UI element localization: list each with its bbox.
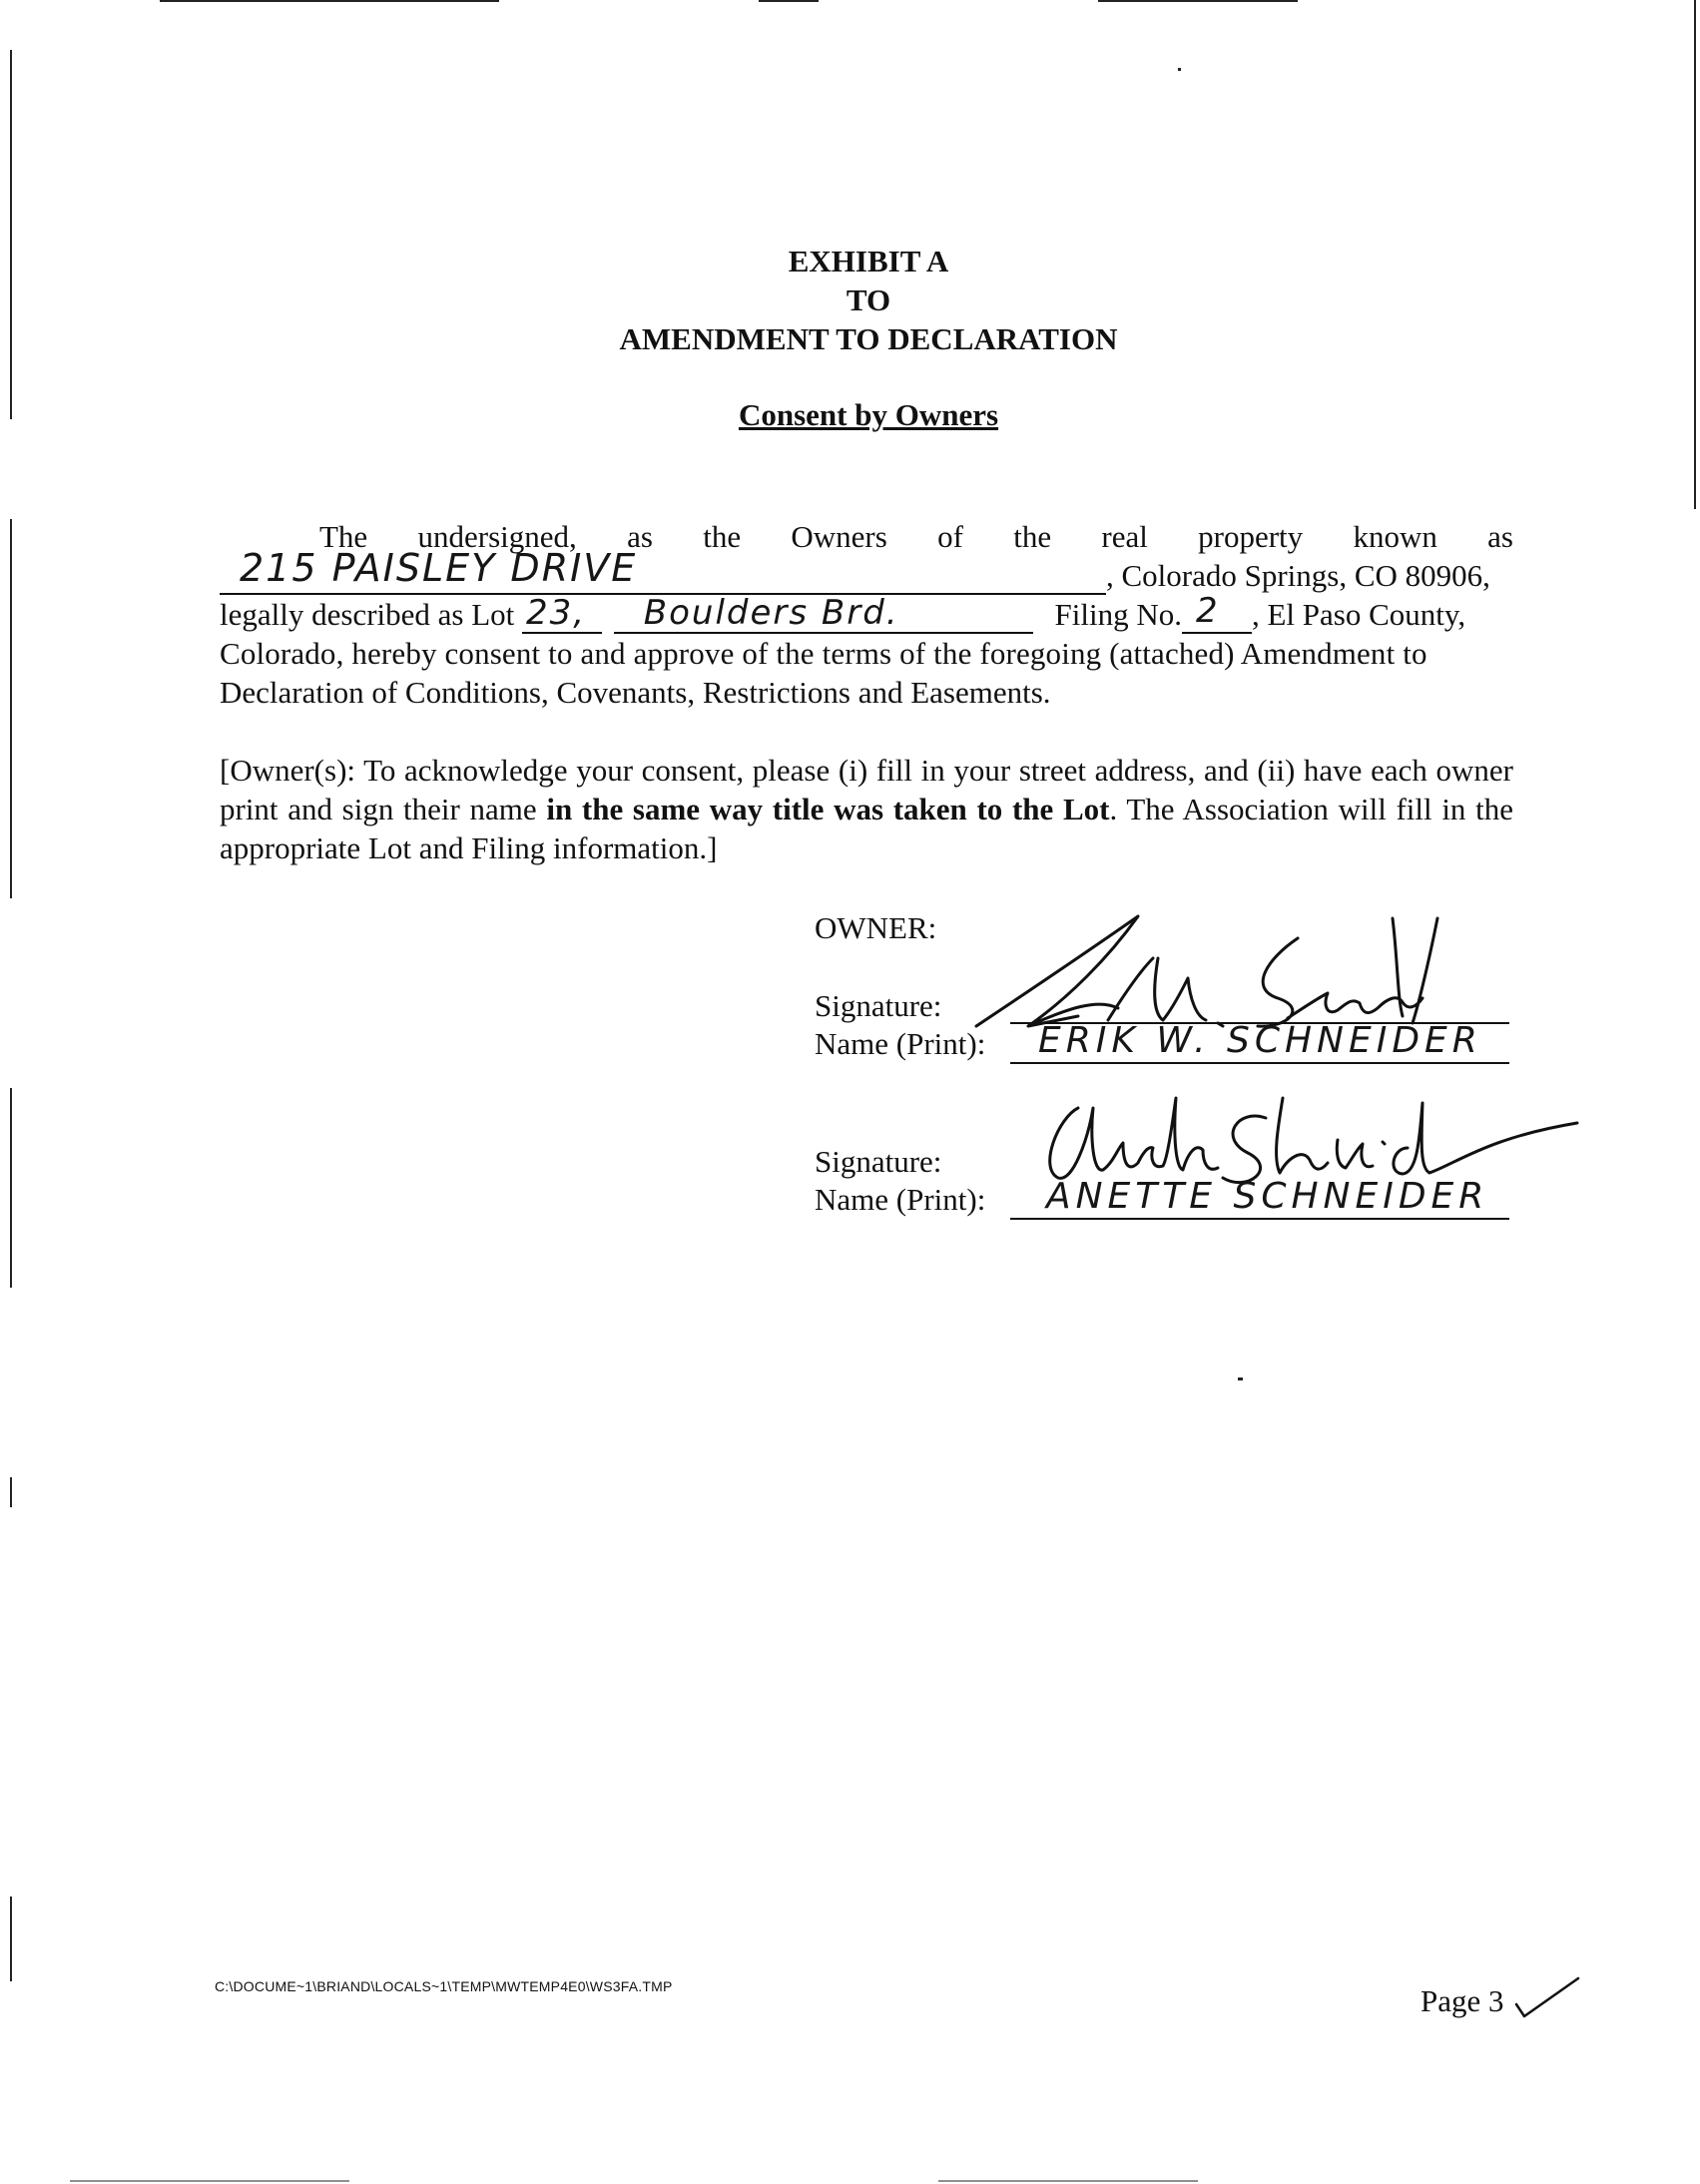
filing-label: Filing No.: [1054, 597, 1182, 632]
word: as: [1487, 519, 1513, 554]
county-label: , El Paso County,: [1251, 597, 1466, 632]
word: real: [1101, 519, 1148, 554]
scan-border-left-low: [10, 1477, 12, 1507]
signature-label-2: Signature:: [815, 1144, 942, 1179]
subdivision-field[interactable]: [614, 593, 1033, 634]
file-path-footer: C:\DOCUME~1\BRIAND\LOCALS~1\TEMP\MWTEMP4E0\WS3FA.TMP: [215, 1978, 673, 1994]
instructions-paragraph: [220, 751, 1513, 867]
printed-name-1: ERIK W. SCHNEIDER: [1038, 1020, 1482, 1061]
consent-heading: Consent by Owners: [738, 397, 999, 432]
filing-number-field[interactable]: [1182, 591, 1252, 634]
paragraph1-line3: [220, 591, 1517, 634]
filing-number-value: 2: [1195, 591, 1220, 631]
exhibit-title-amendment: AMENDMENT TO DECLARATION: [619, 321, 1118, 356]
lot-number-field[interactable]: [522, 593, 602, 634]
word: undersigned,: [417, 519, 577, 554]
paragraph1-line4: Colorado, hereby consent to and approve of the terms of the foregoing (attached) Amendment to: [220, 636, 1427, 671]
scan-border-left-mid: [10, 519, 12, 898]
scan-border-top-2: [759, 0, 819, 2]
instructions-text-1: [Owner(s): To acknowledge your consent, please (i) fill in your street address, and (ii) have each owner print and sign their name: [220, 753, 1513, 826]
scan-border-left-bottom: [10, 1897, 12, 1981]
owner-label: OWNER:: [815, 910, 937, 945]
word: known: [1353, 519, 1437, 554]
scan-border-left-mid2: [10, 1088, 12, 1288]
word: of: [937, 519, 963, 554]
name-print-field-1[interactable]: [1010, 1062, 1509, 1064]
lot-number-value: 23,: [526, 593, 587, 633]
instructions-text-2: . The Association will fill in the appropriate Lot and Filing information.]: [220, 792, 1513, 865]
signature-label-1: Signature:: [815, 988, 942, 1023]
scan-border-bottom: [70, 2180, 349, 2182]
page-number: Page 3: [1420, 1983, 1504, 2018]
scan-border-top-3: [1098, 0, 1298, 2]
word: Owners: [791, 519, 887, 554]
word: the: [1013, 519, 1052, 554]
scan-speck: [1178, 68, 1181, 71]
printed-name-2: ANETTE SCHNEIDER: [1046, 1176, 1489, 1217]
lot-label: legally described as Lot: [220, 597, 515, 632]
word: the: [703, 519, 742, 554]
name-print-label-1: Name (Print):: [815, 1026, 986, 1061]
paragraph1-line2: [220, 546, 1513, 595]
subdivision-value: Boulders Brd.: [643, 593, 899, 633]
word: as: [627, 519, 653, 554]
exhibit-title-to: TO: [846, 282, 891, 317]
paragraph1-line5: Declaration of Conditions, Covenants, Restrictions and Easements.: [220, 675, 1051, 710]
name-print-field-2[interactable]: [1010, 1218, 1509, 1220]
word: property: [1198, 519, 1304, 554]
checkmark-icon: [1512, 1974, 1582, 2022]
city-state-zip: , Colorado Springs, CO 80906,: [1106, 558, 1490, 593]
scan-border-top: [160, 0, 499, 2]
name-print-label-2: Name (Print):: [815, 1182, 986, 1217]
word: The: [319, 519, 368, 554]
street-address-field[interactable]: [220, 546, 1106, 595]
scan-border-bottom-2: [938, 2180, 1198, 2182]
street-address-value: 215 PAISLEY DRIVE: [240, 546, 638, 590]
scan-speck: [1238, 1377, 1243, 1380]
instructions-bold-text: in the same way title was taken to the Lot: [546, 792, 1110, 826]
scan-border-left-top: [10, 50, 12, 419]
exhibit-title: EXHIBIT A: [788, 244, 949, 278]
